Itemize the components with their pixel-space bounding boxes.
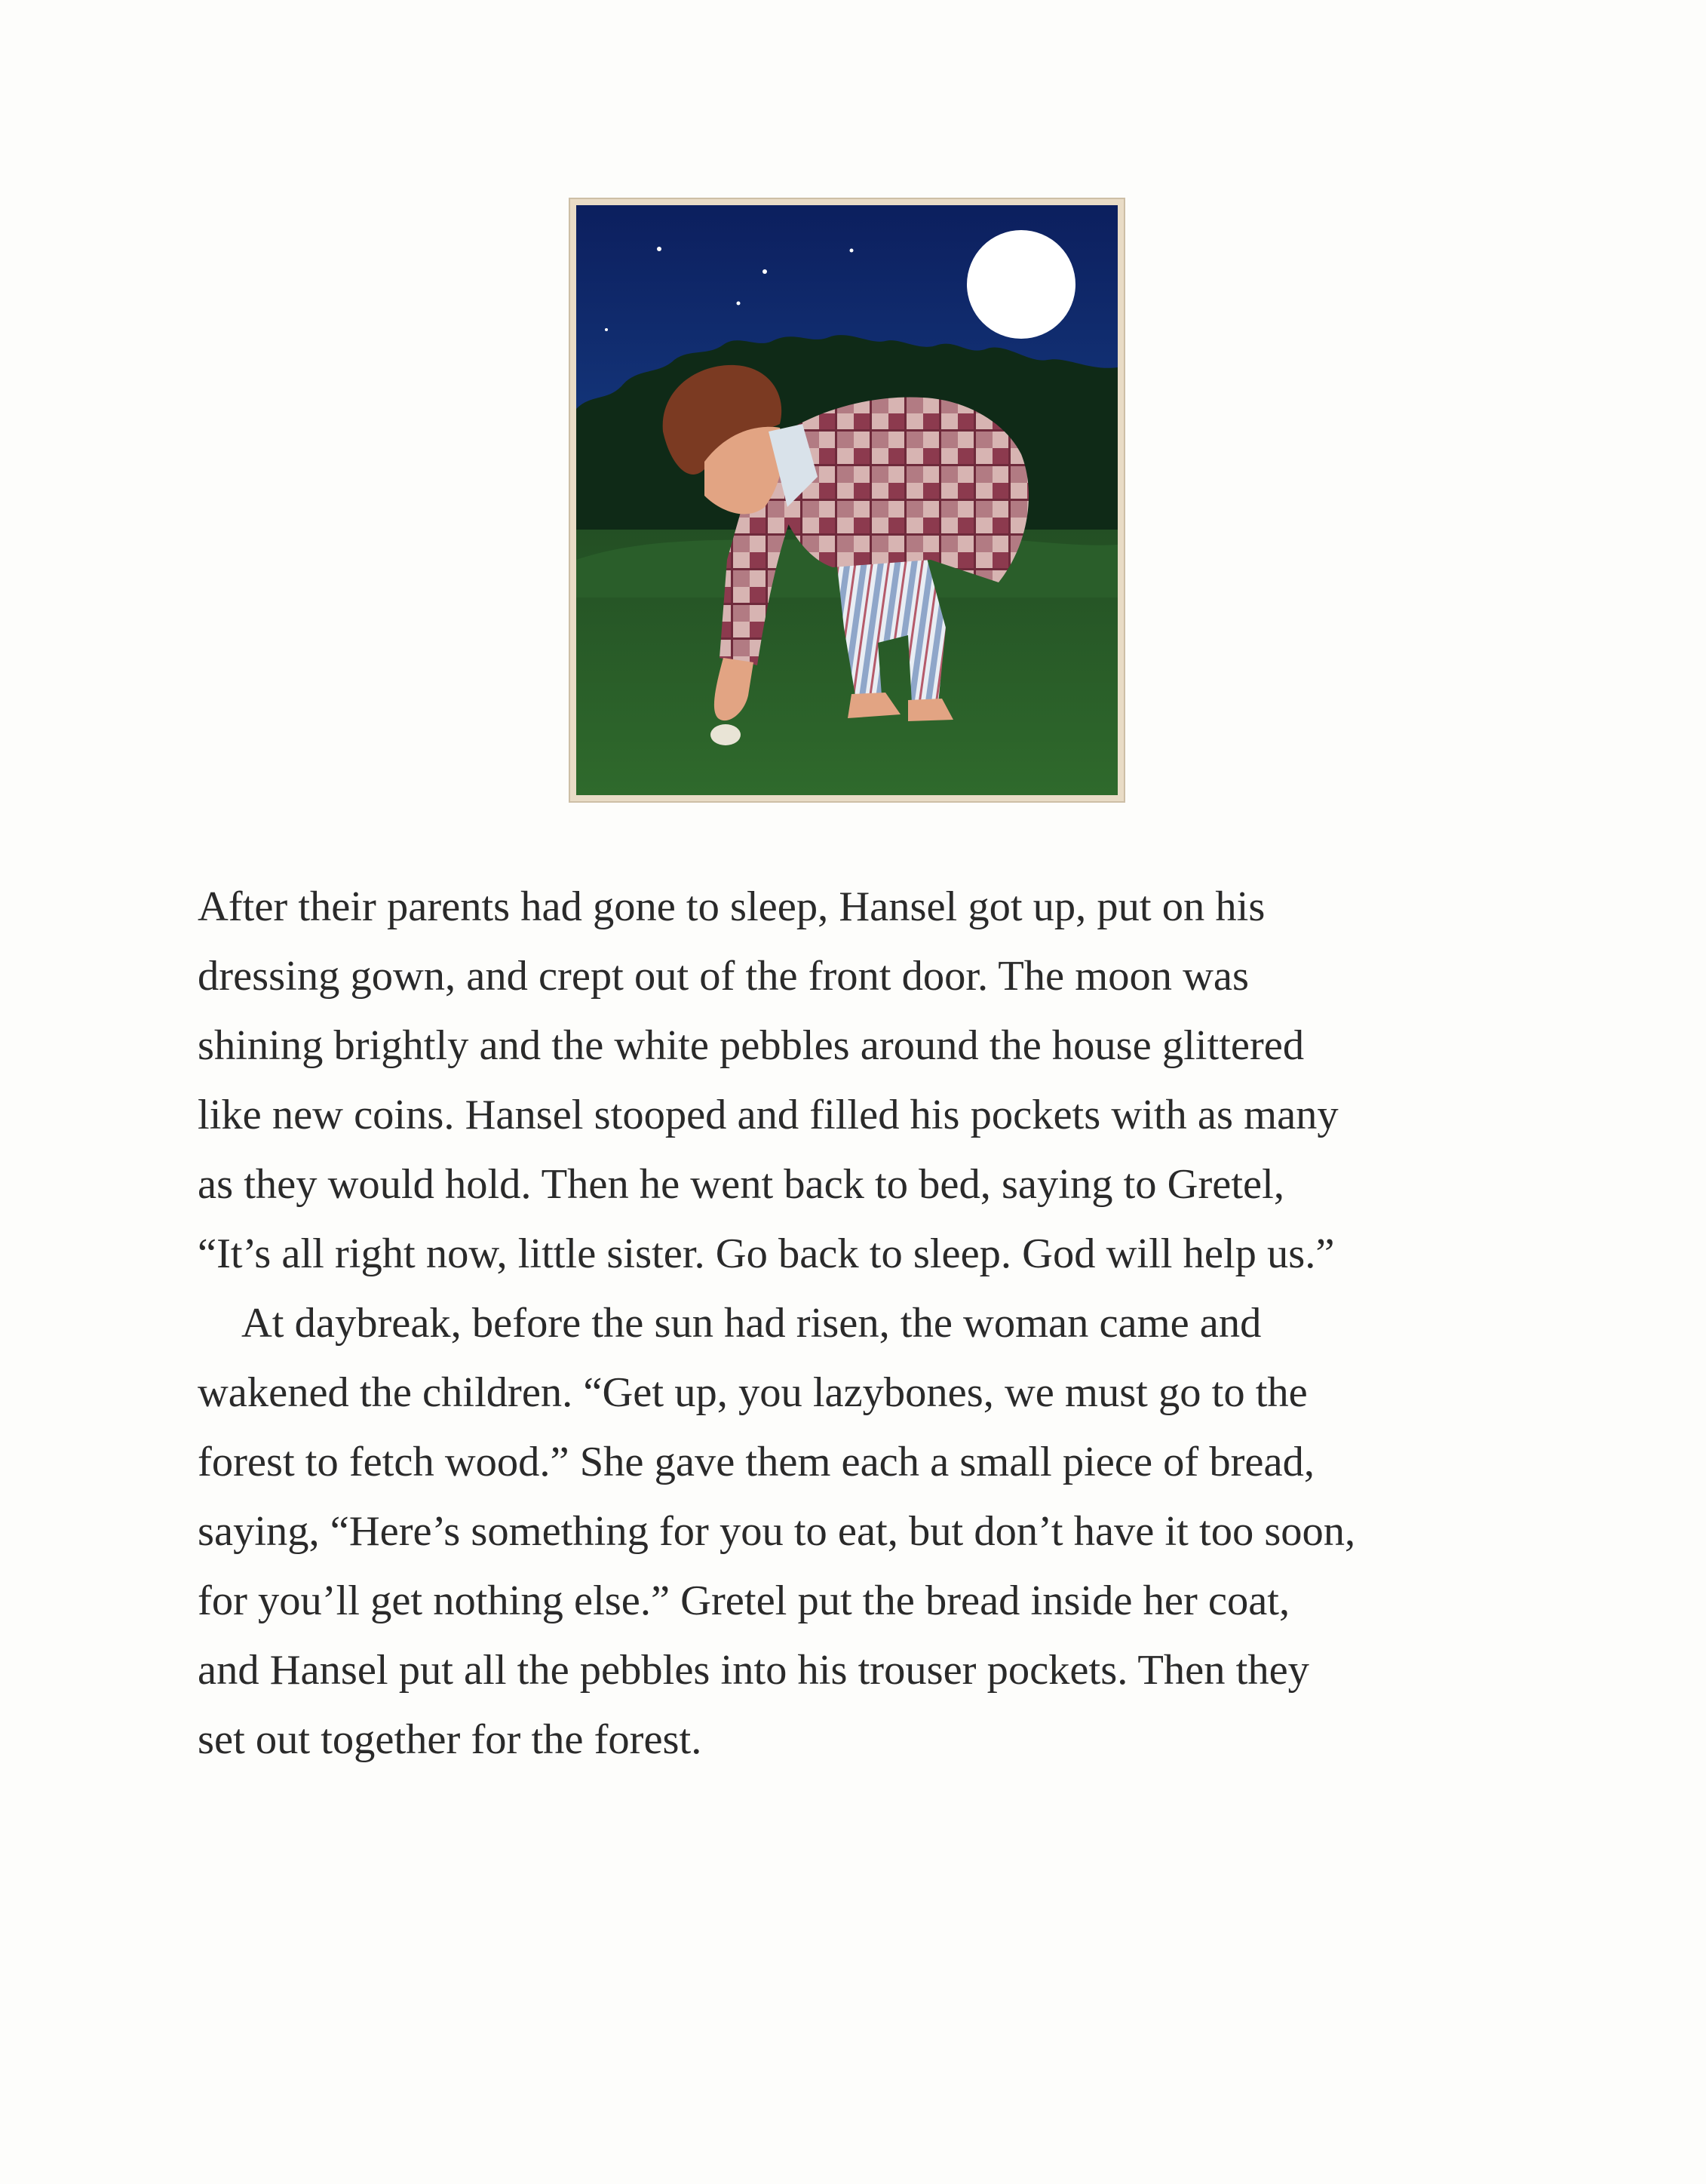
text-line: for you’ll get nothing else.” Gretel put the bread inside her coat,: [198, 1577, 1290, 1624]
text-line: “It’s all right now, little sister. Go back to sleep. God will help us.”: [198, 1230, 1335, 1277]
text-line: At daybreak, before the sun had risen, the woman came and: [241, 1300, 1262, 1347]
paragraph-1: [198, 872, 1540, 1289]
paragraph-2: [198, 1289, 1540, 1774]
text-line: dressing gown, and crept out of the front door. The moon was: [198, 953, 1249, 1000]
text-line: like new coins. Hansel stooped and filled his pockets with as many: [198, 1092, 1339, 1138]
moon-icon: [967, 230, 1075, 339]
text-line: set out together for the forest.: [198, 1716, 702, 1763]
pebble: [710, 724, 741, 745]
night-scene-illustration: [576, 205, 1118, 795]
text-line: forest to fetch wood.” She gave them each a small piece of bread,: [198, 1439, 1315, 1485]
text-line: After their parents had gone to sleep, Hansel got up, put on his: [198, 883, 1266, 930]
text-line: as they would hold. Then he went back to bed, saying to Gretel,: [198, 1161, 1284, 1208]
text-line: wakened the children. “Get up, you lazybones, we must go to the: [198, 1369, 1308, 1416]
text-line: shining brightly and the white pebbles around the house glittered: [198, 1022, 1305, 1069]
illustration-frame: [570, 199, 1124, 801]
text-line: and Hansel put all the pebbles into his trouser pockets. Then they: [198, 1647, 1309, 1694]
text-line: saying, “Here’s something for you to eat, but don’t have it too soon,: [198, 1508, 1356, 1555]
story-text: [198, 872, 1540, 1774]
